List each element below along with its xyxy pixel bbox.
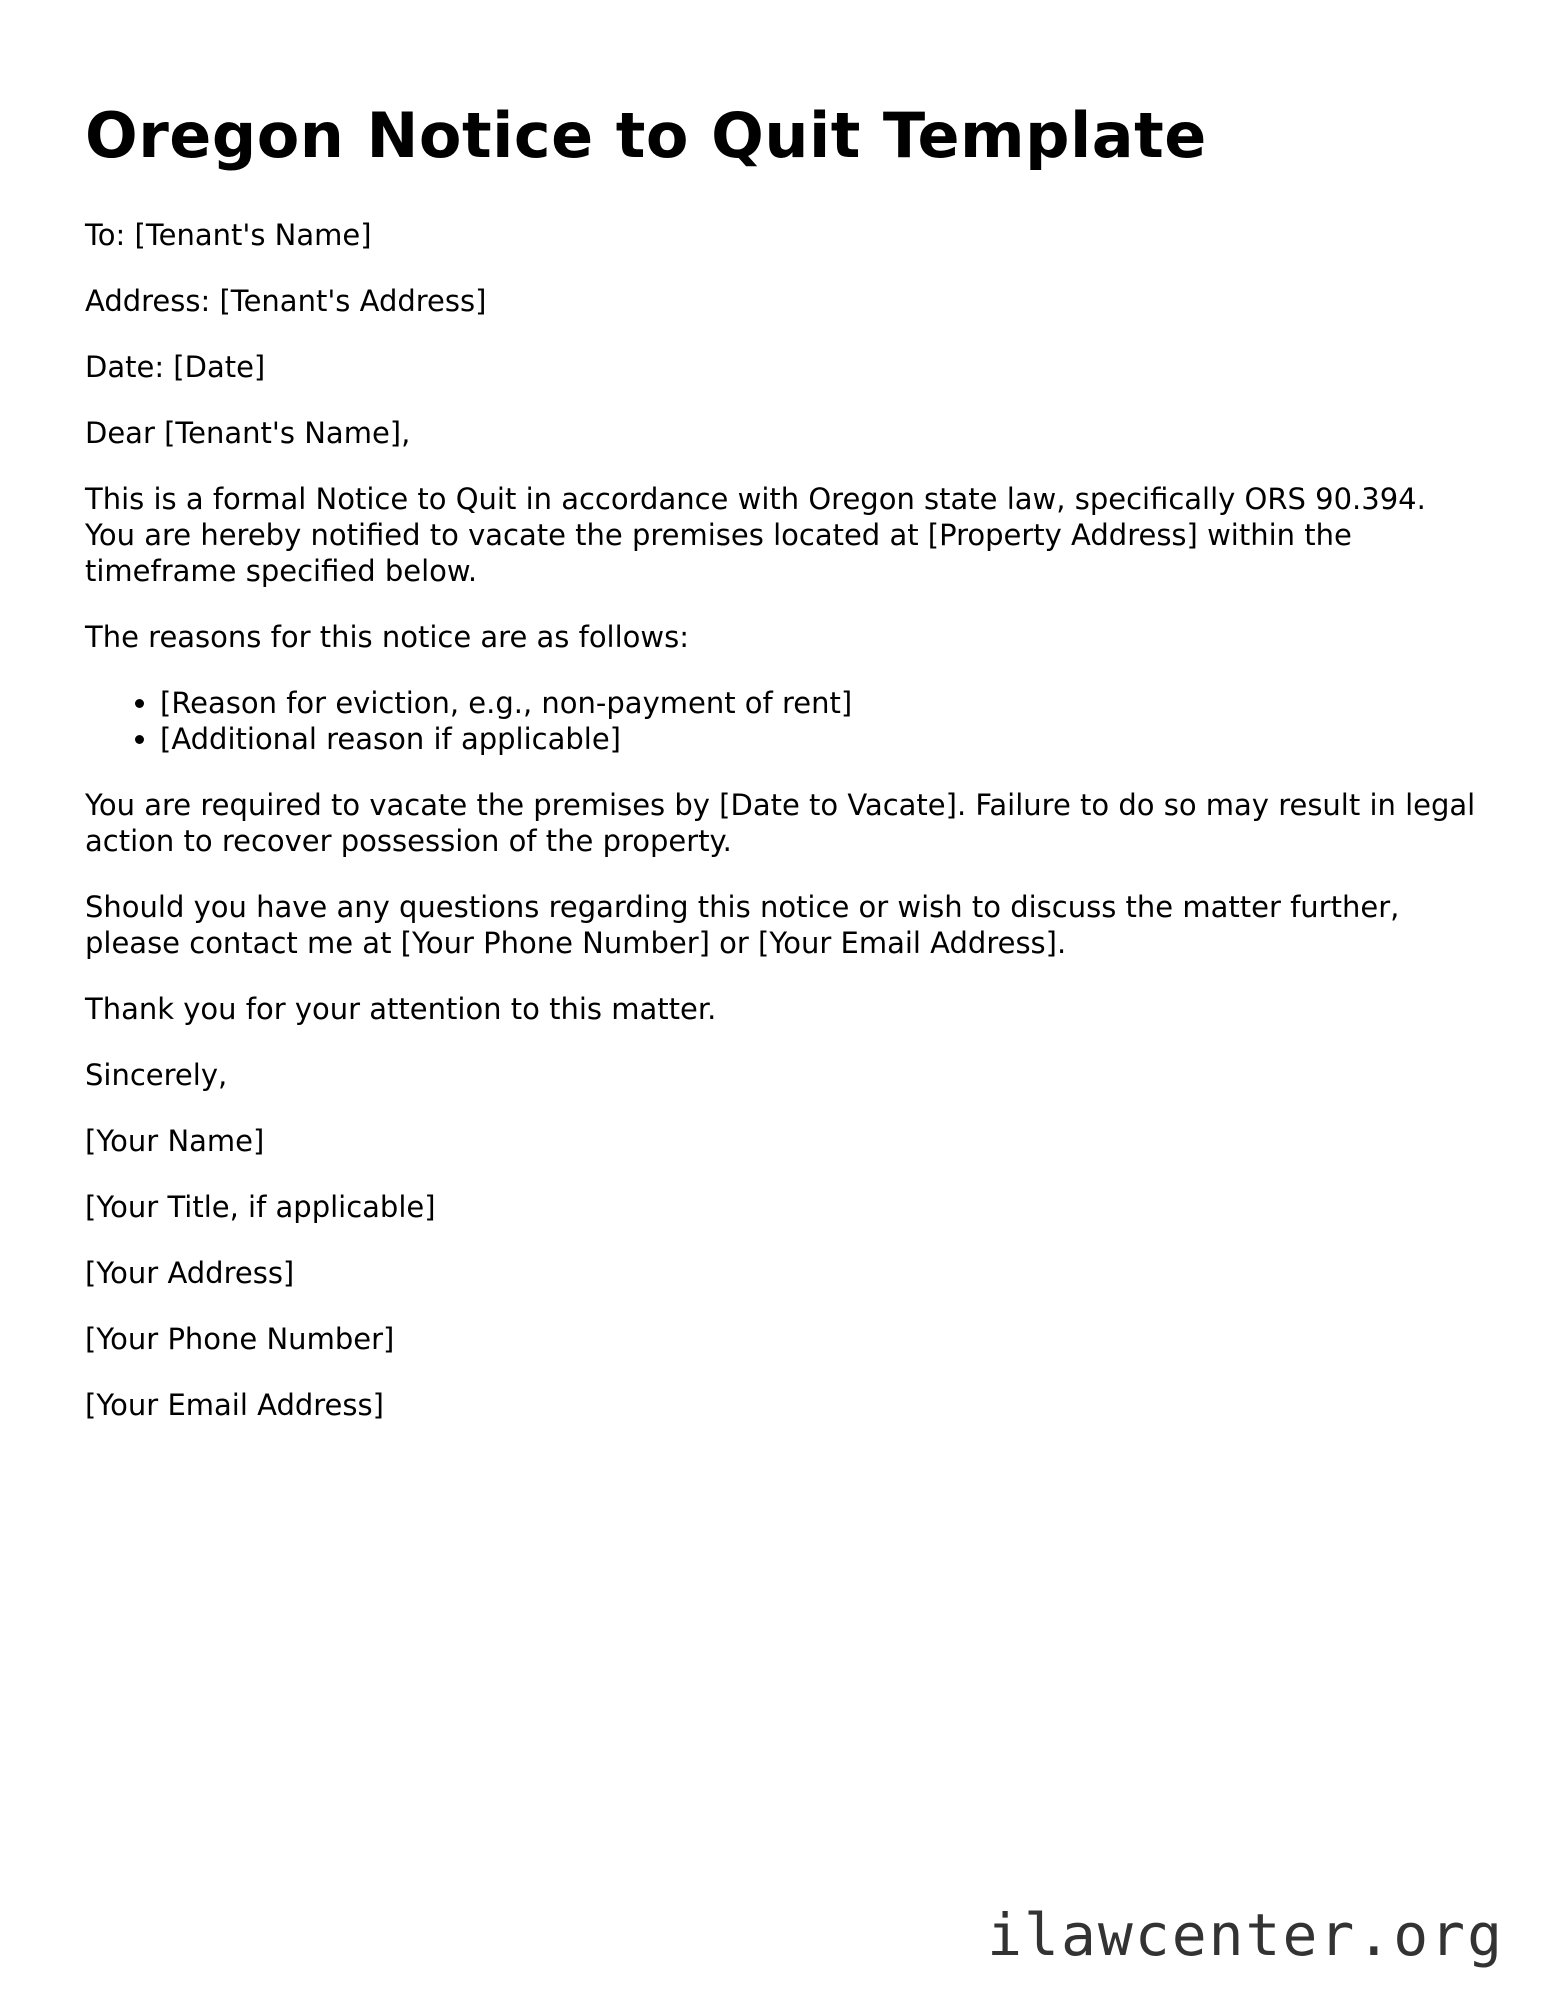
intro-paragraph: This is a formal Notice to Quit in accordance with Oregon state law, specifically ORS 90.394. You are hereby notified to vacate the premises located at [Property Address] within the timeframe specified below. [85,482,1426,589]
contact-paragraph: Should you have any questions regarding this notice or wish to discuss the matter further, please contact me at [Your Phone Number] or [Your Email Address]. [85,890,1400,961]
document-title: Oregon Notice to Quit Template [85,99,1207,172]
thanks-line: Thank you for your attention to this matter. [85,992,717,1027]
date-line: Date: [Date] [85,350,266,385]
watermark: ilawcenter.org [987,1901,1504,1969]
list-item: • [Reason for eviction, e.g., non-payment of rent] [160,685,1485,721]
signature-phone: [Your Phone Number] [85,1322,395,1357]
signature-address: [Your Address] [85,1256,295,1291]
document-page [85,100,1485,1453]
signature-name: [Your Name] [85,1124,265,1159]
signature-email: [Your Email Address] [85,1388,384,1423]
reasons-list [85,685,1485,757]
vacate-paragraph: You are required to vacate the premises by [Date to Vacate]. Failure to do so may result in legal action to recover possession of the property. [85,788,1476,859]
reasons-intro: The reasons for this notice are as follows: [85,620,690,655]
signature-title: [Your Title, if applicable] [85,1190,436,1225]
salutation: Dear [Tenant's Name], [85,416,411,451]
address-line: Address: [Tenant's Address] [85,284,487,319]
to-line: To: [Tenant's Name] [85,218,372,253]
closing-line: Sincerely, [85,1058,228,1093]
list-item: • [Additional reason if applicable] [160,721,1485,757]
